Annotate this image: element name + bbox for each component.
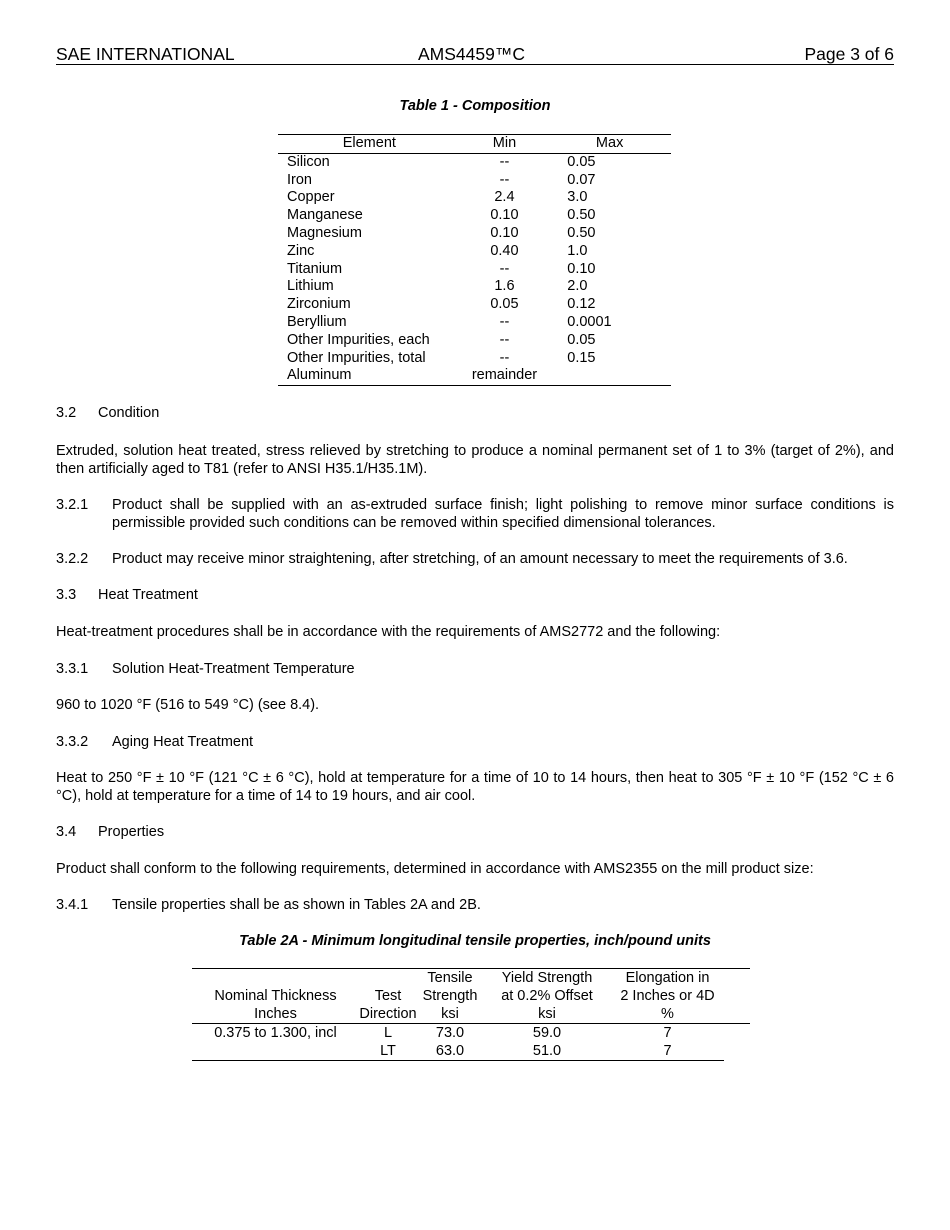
cell-max: 0.12 <box>567 296 596 313</box>
table-row <box>278 350 671 368</box>
cell-elongation: 7 <box>663 1025 672 1041</box>
col-header-elongation <box>611 969 724 1024</box>
table-row <box>192 1042 750 1061</box>
section-text: Tensile properties shall be as shown in Tables 2A and 2B. <box>112 897 481 913</box>
section-3-4-heading <box>56 824 164 840</box>
header-line: Test <box>374 988 402 1004</box>
cell-max: 3.0 <box>567 189 588 206</box>
section-number: 3.2.2 <box>56 551 89 567</box>
cell-element: Magnesium <box>287 224 362 241</box>
cell-element: Beryllium <box>287 313 347 330</box>
cell-element: Manganese <box>287 207 363 224</box>
section-title: Condition <box>98 405 160 421</box>
section-title: Heat Treatment <box>98 587 198 603</box>
table-row <box>278 367 671 385</box>
paragraph-3-3-2: Heat to 250 °F ± 10 °F (121 °C ± 6 °C), hold at temperature for a time of 10 to 14 hours, then heat to 305 °F ± 10 °F (152 °C ± 6 °C), hold at temperature for a time of 14 to 19 hours, and air cool. <box>56 770 894 804</box>
paragraph-3-2: Extruded, solution heat treated, stress relieved by stretching to produce a nominal permanent set of 1 to 3% (target of 2%), and then artificially aged to T81 (refer to ANSI H35.1/H35.1M). <box>56 443 894 477</box>
table-row <box>192 1024 750 1043</box>
col-header-tensile <box>417 969 483 1024</box>
col-header-max: Max <box>548 135 671 154</box>
section-3-2-heading <box>56 405 159 421</box>
header-line: ksi <box>538 1006 556 1022</box>
section-number: 3.4.1 <box>56 897 89 913</box>
col-header-thickness <box>192 969 359 1024</box>
cell-element: Other Impurities, total <box>287 349 426 366</box>
section-title: Aging Heat Treatment <box>112 734 254 750</box>
cell-element: Other Impurities, each <box>287 331 430 348</box>
table-row <box>278 332 671 350</box>
header-line: Yield Strength <box>501 970 593 986</box>
section-text: Product shall be supplied with an as-extruded surface finish; light polishing to remove minor surface conditions is permissible provided such conditions can be removed within specified dimensional tolerances. <box>112 497 894 531</box>
section-number: 3.4 <box>56 824 77 840</box>
cell-min: -- <box>499 331 510 348</box>
header-page-number: Page 3 of 6 <box>804 44 894 64</box>
cell-element: Silicon <box>287 153 330 170</box>
section-3-4-1 <box>56 896 894 914</box>
col-header-yield <box>483 969 611 1024</box>
cell-direction: L <box>383 1025 393 1041</box>
header-line: Elongation in <box>625 970 710 986</box>
cell-min: 0.40 <box>490 242 519 259</box>
section-text: Product may receive minor straightening, after stretching, of an amount necessary to meet the requirements of 3.6. <box>112 551 848 567</box>
cell-max: 0.50 <box>567 224 596 241</box>
header-line: % <box>661 1006 674 1022</box>
table-row <box>278 225 671 243</box>
cell-max: 0.05 <box>567 331 596 348</box>
table2a-caption: Table 2A - Minimum longitudinal tensile properties, inch/pound units <box>239 933 711 949</box>
header-line: Direction <box>359 1006 417 1022</box>
header-line: Strength <box>422 988 478 1004</box>
section-number: 3.3.1 <box>56 661 89 677</box>
cell-tensile: 63.0 <box>417 1042 483 1061</box>
cell-min: -- <box>499 313 510 330</box>
cell-elongation: 7 <box>611 1042 724 1061</box>
cell-max <box>548 367 671 385</box>
section-number: 3.3 <box>56 587 77 603</box>
page-header <box>56 44 894 65</box>
header-line: Tensile <box>427 970 473 986</box>
cell-max: 0.05 <box>567 153 596 170</box>
table-row <box>278 314 671 332</box>
section-3-2-1 <box>56 496 894 532</box>
cell-element: Zirconium <box>287 296 351 313</box>
cell-element: Titanium <box>287 260 343 277</box>
cell-max: 0.15 <box>567 349 596 366</box>
table-row <box>278 243 671 261</box>
cell-yield: 59.0 <box>532 1025 562 1041</box>
cell-max: 2.0 <box>567 278 588 295</box>
cell-min: 1.6 <box>494 278 515 295</box>
header-line: Nominal Thickness <box>214 988 337 1004</box>
cell-max: 0.50 <box>567 207 596 224</box>
col-header-direction <box>359 969 417 1024</box>
cell-min: -- <box>499 349 510 366</box>
cell-max: 0.07 <box>567 171 596 188</box>
cell-min: 0.10 <box>490 224 519 241</box>
paragraph-3-3-1: 960 to 1020 °F (516 to 549 °C) (see 8.4). <box>56 697 320 713</box>
cell-min: -- <box>499 171 510 188</box>
table1-caption: Table 1 - Composition <box>399 98 551 114</box>
cell-min: -- <box>499 260 510 277</box>
section-number: 3.3.2 <box>56 734 89 750</box>
cell-min: -- <box>499 153 510 170</box>
header-line: at 0.2% Offset <box>501 988 593 1004</box>
cell-element: Iron <box>287 171 312 188</box>
cell-yield: 51.0 <box>483 1042 611 1061</box>
cell-spacer <box>724 1042 750 1061</box>
cell-element: Copper <box>287 189 335 206</box>
cell-thickness: 0.375 to 1.300, incl <box>214 1025 337 1041</box>
col-header-spacer <box>724 969 750 1024</box>
paragraph-3-3: Heat-treatment procedures shall be in accordance with the requirements of AMS2772 and the following: <box>56 624 721 640</box>
section-title: Properties <box>98 824 165 840</box>
paragraph-3-4: Product shall conform to the following requirements, determined in accordance with AMS2355 on the mill product size: <box>56 861 814 877</box>
header-doc-number: AMS4459™C <box>418 44 525 64</box>
cell-thickness <box>192 1042 359 1061</box>
table-row <box>278 189 671 207</box>
section-3-2-2 <box>56 550 894 568</box>
cell-spacer <box>724 1024 750 1043</box>
cell-tensile: 73.0 <box>435 1025 465 1041</box>
section-number: 3.2.1 <box>56 497 89 513</box>
header-line: ksi <box>441 1006 459 1022</box>
table-row <box>278 278 671 296</box>
header-line: Inches <box>254 1006 297 1022</box>
col-header-element: Element <box>278 135 461 154</box>
cell-direction: LT <box>359 1042 417 1061</box>
section-3-3-heading <box>56 587 198 603</box>
cell-max: 1.0 <box>567 242 588 259</box>
cell-element: Aluminum <box>278 367 461 385</box>
header-line: 2 Inches or 4D <box>620 988 715 1004</box>
table-row <box>278 261 671 279</box>
cell-element: Zinc <box>287 242 315 259</box>
header-org: SAE INTERNATIONAL <box>56 44 235 64</box>
table-row <box>278 207 671 225</box>
cell-min: 2.4 <box>494 189 515 206</box>
table-row <box>278 296 671 314</box>
table-row <box>278 153 671 171</box>
cell-element: Lithium <box>287 278 334 295</box>
col-header-min: Min <box>461 135 549 154</box>
section-3-3-2-heading <box>56 733 894 751</box>
cell-max: 0.10 <box>567 260 596 277</box>
cell-min: 0.05 <box>490 296 519 313</box>
section-3-3-1-heading <box>56 660 894 678</box>
composition-table <box>278 134 671 386</box>
section-number: 3.2 <box>56 405 77 421</box>
cell-min: 0.10 <box>490 207 519 224</box>
cell-min: remainder <box>461 367 549 385</box>
cell-max: 0.0001 <box>567 313 612 330</box>
section-title: Solution Heat-Treatment Temperature <box>112 661 355 677</box>
tensile-table <box>192 968 750 1061</box>
table-row <box>278 172 671 190</box>
